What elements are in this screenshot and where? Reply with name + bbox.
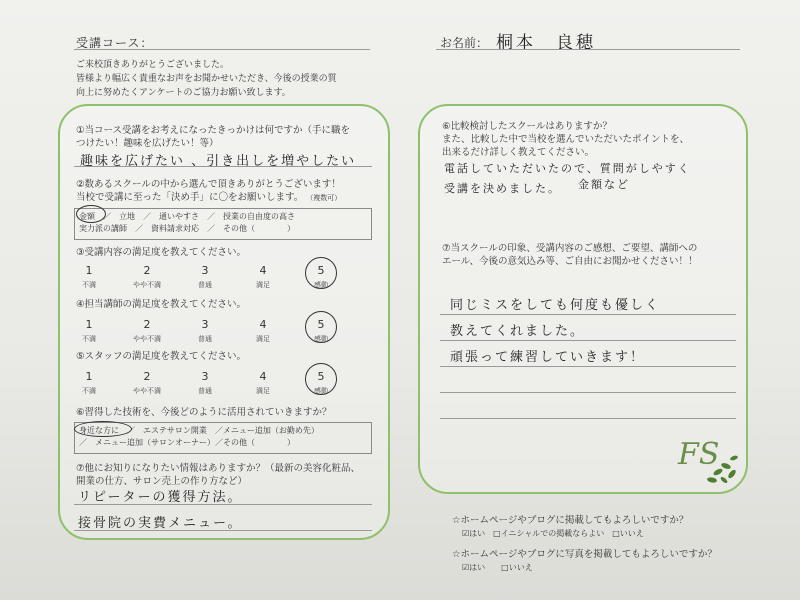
rating-option[interactable]: [292, 264, 350, 290]
name-label: お名前：: [440, 36, 489, 50]
question-r6: [442, 120, 742, 159]
rating-option[interactable]: [60, 370, 118, 396]
intro-line: ご来校頂きありがとうございました。: [76, 60, 230, 70]
rating-number: 4: [259, 370, 267, 383]
rating-number: 2: [143, 264, 151, 277]
rating-label: 感動: [314, 335, 328, 343]
answer-line: [74, 504, 372, 505]
rating-label: 不満: [82, 387, 96, 395]
intro-line: 向上に努めたくアンケートのご協力お願い致します。: [76, 88, 291, 98]
rating-number: 4: [259, 264, 267, 277]
rating-label: やや不満: [133, 281, 161, 289]
rating-option[interactable]: [292, 370, 350, 396]
selection-circle: [305, 257, 337, 289]
question-4: ④担当講師の満足度を教えてください。: [76, 299, 247, 310]
rating-label: 普通: [198, 387, 212, 395]
rating-option[interactable]: [292, 318, 350, 344]
selection-circle: [305, 311, 337, 343]
options-row: 身近な方に ／ エステサロン開業 ／メニュー追加（お勤め先）: [79, 426, 319, 435]
rating-number: 3: [201, 370, 209, 383]
rating-scale-q4: [60, 318, 350, 344]
answer-line: [440, 392, 736, 393]
rating-label: 不満: [82, 335, 96, 343]
rating-option[interactable]: [118, 318, 176, 344]
answer-line: [440, 418, 736, 419]
question-5: ⑤スタッフの満足度を教えてください。: [76, 351, 247, 362]
course-line: [74, 28, 370, 50]
rating-scale-q5: [60, 370, 350, 396]
rating-option[interactable]: [176, 370, 234, 396]
question-text: つけたい！趣味を広げたい！等）: [76, 138, 219, 149]
answer-r6a: 電話していただいたので、質問がしやすく: [444, 162, 691, 175]
selection-circle: [74, 421, 132, 437]
question-r7: [442, 242, 742, 268]
rating-label: やや不満: [133, 335, 161, 343]
answer-r6-note: 金額など: [578, 178, 630, 191]
answer-line: [440, 340, 736, 341]
question-2: [76, 178, 380, 205]
answer-r7a: 同じミスをしても何度も優しく: [450, 298, 661, 313]
course-label: 受講コース：: [76, 36, 154, 50]
rating-number: 1: [85, 318, 93, 331]
rating-option[interactable]: [60, 318, 118, 344]
rating-number: 2: [143, 370, 151, 383]
answer-r6b: 受講を決めました。: [444, 182, 561, 195]
selection-circle: [76, 205, 106, 223]
rating-option[interactable]: [234, 264, 292, 290]
rating-option[interactable]: [118, 264, 176, 290]
rating-option[interactable]: [176, 318, 234, 344]
question-6: ⑥習得した技術を、今後どのように活用されていきますか？: [76, 407, 332, 418]
options-row: 実力派の講師 ／ 資料請求対応 ／ その他（ ）: [79, 224, 295, 233]
rating-number: 1: [85, 370, 93, 383]
rating-label: 満足: [256, 335, 270, 343]
question-1: [76, 124, 376, 150]
rating-number: 1: [85, 264, 93, 277]
rating-label: 満足: [256, 387, 270, 395]
hp-options[interactable]: ☑はい □イニシャルでの掲載ならよい □いいえ: [462, 529, 644, 538]
intro-text: [76, 58, 376, 100]
rating-label: 感動: [314, 281, 328, 289]
question-text: ⑦当スクールの印象、受講内容のご感想、ご要望、講師への: [442, 243, 698, 254]
intro-line: 皆様より幅広く貴重なお声をお聞かせいただき、今後の授業の質: [76, 74, 337, 84]
question-text: 当校で受講に至った「決め手」に〇をお願いします。: [76, 192, 304, 203]
answer-line: [74, 530, 372, 531]
rating-option[interactable]: [234, 318, 292, 344]
rating-option[interactable]: [60, 264, 118, 290]
answer-r7b: 教えてくれました。: [450, 324, 586, 339]
question-text: 出来るだけ詳しく教えてください。: [442, 147, 595, 158]
photo-question: ☆ホームページやブログに写真を掲載してもよろしいですか？: [452, 549, 717, 560]
fs-logo: [672, 428, 742, 488]
question-text: ①当コース受講をお考えになったきっかけは何ですか（手に職を: [76, 125, 351, 136]
photo-options[interactable]: ☑はい □いいえ: [462, 563, 533, 572]
question-text: 開業の仕方、サロン売上の作り方など）: [76, 476, 248, 487]
rating-option[interactable]: [118, 370, 176, 396]
rating-number: 5: [317, 318, 325, 331]
question-text: エール、今後の意気込み等、ご自由にお聞かせください！！: [442, 256, 698, 267]
question-text: また、比較した中で当校を選んでいただいたポイントを、: [442, 134, 690, 145]
rating-label: 満足: [256, 281, 270, 289]
rating-number: 3: [201, 264, 209, 277]
hp-question: ☆ホームページやブログに掲載してもよろしいですか？: [452, 515, 689, 526]
rating-number: 3: [201, 318, 209, 331]
options-row: 金額 ／ 立地 ／ 通いやすさ ／ 授業の自由度の高さ: [79, 212, 295, 221]
rating-option[interactable]: [176, 264, 234, 290]
options-row: ／ メニュー追加（サロンオーナー）／その他（ ）: [79, 438, 295, 447]
name-value: 桐本 良穂: [496, 33, 596, 53]
question-7: [76, 462, 376, 488]
rating-number: 5: [317, 370, 325, 383]
rating-label: 感動: [314, 387, 328, 395]
answer-1: 趣味を広げたい 、引き出しを増やしたい: [80, 154, 357, 169]
rating-label: やや不満: [133, 387, 161, 395]
question-text: ⑦他にお知りになりたい情報はありますか？（最新の美容化粧品、: [76, 463, 361, 474]
question-text: ⑥比較検討したスクールはありますか？: [442, 121, 612, 132]
question-text: ②数あるスクールの中から選んで頂きありがとうございます！: [76, 179, 341, 190]
q2-options: [74, 208, 372, 240]
rating-option[interactable]: [234, 370, 292, 396]
rating-label: 不満: [82, 281, 96, 289]
rating-number: 4: [259, 318, 267, 331]
question-3: ③受講内容の満足度を教えてください。: [76, 247, 247, 258]
answer-7a: リピーターの獲得方法。: [78, 490, 243, 505]
answer-7b: 接骨院の実費メニュー。: [78, 516, 243, 531]
answer-line: [440, 314, 736, 315]
answer-line: [74, 166, 372, 167]
rating-scale-q3: [60, 264, 350, 290]
rating-number: 2: [143, 318, 151, 331]
answer-r7c: 頑張って練習していきます！: [450, 350, 646, 365]
question-note: （複数可）: [306, 194, 342, 202]
logo-letters: FS: [678, 437, 720, 472]
selection-circle: [305, 363, 337, 395]
rating-label: 普通: [198, 281, 212, 289]
rating-number: 5: [317, 264, 325, 277]
rating-label: 普通: [198, 335, 212, 343]
name-line: [436, 28, 740, 50]
answer-line: [440, 366, 736, 367]
